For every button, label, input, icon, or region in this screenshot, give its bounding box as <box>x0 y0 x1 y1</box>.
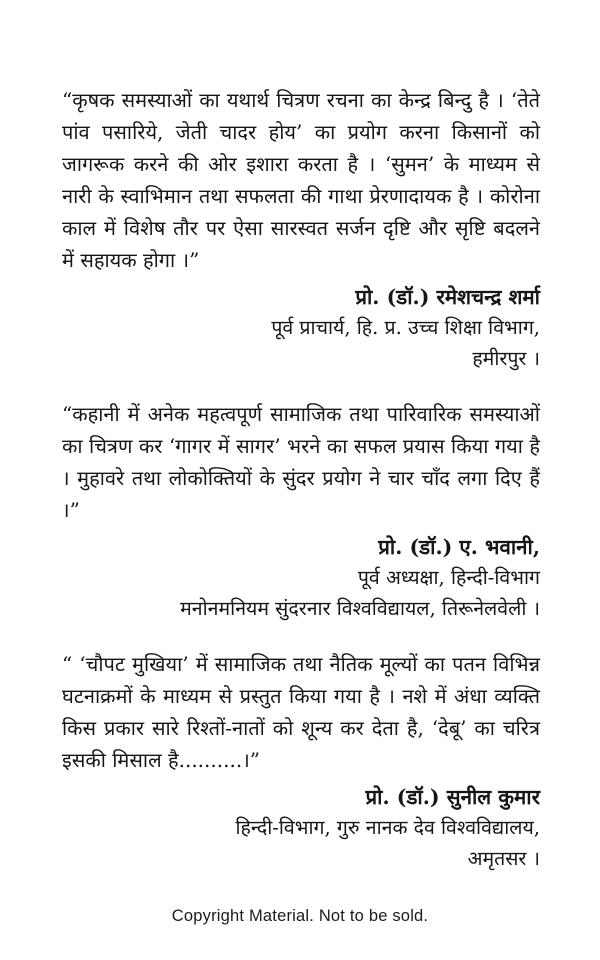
testimonial-attribution <box>62 281 540 375</box>
copyright-notice: Copyright Material. Not to be sold. <box>171 907 429 925</box>
testimonial-block-1 <box>62 84 540 375</box>
testimonial-author: प्रो. (डॉ.) सुनील कुमार <box>365 784 540 809</box>
testimonial-attribution <box>62 531 540 625</box>
testimonial-author: प्रो. (डॉ.) रमेशचन्द्र शर्मा <box>355 285 540 309</box>
testimonial-designation-line: अमृतसर । <box>467 847 540 871</box>
testimonial-author: प्रो. (डॉ.) ए. भवानी, <box>378 534 540 559</box>
testimonial-designation-line: पूर्व अध्यक्षा, हिन्दी-विभाग <box>357 566 540 590</box>
testimonial-designation-line: हमीरपुर । <box>472 347 540 371</box>
testimonial-designation-line: पूर्व प्राचार्य, हि. प्र. उच्च शिक्षा विभाग, <box>271 316 540 340</box>
testimonial-quote: “कहानी में अनेक महत्वपूर्ण सामाजिक तथा पारिवारिक समस्याओं का चित्रण कर ‘गागर में सागर’ भरने का सफल प्रयास किया गया है । मुहावरे तथा लोकोक्तियों के सुंदर प्रयोग ने चार चाँद लगा दिए हैं ।” <box>62 401 540 522</box>
testimonial-block-3 <box>62 648 540 875</box>
testimonial-attribution <box>62 781 540 875</box>
testimonial-designation-line: मनोनमनियम सुंदरनार विश्वविद्यायल, तिरूनेलवेली । <box>180 597 540 621</box>
testimonial-quote: “ ‘चौपट मुखिया’ में सामाजिक तथा नैतिक मूल्यों का पतन विभिन्न घटनाक्रमों के माध्यम से प्रस्तुत किया गया है । नशे में अंधा व्यक्ति किस प्रकार सारे रिश्तों-नातों को शून्य कर देता है, ‘देबू’ का चरित्र इसकी मिसाल है..........।” <box>62 651 540 772</box>
testimonial-designation-line: हिन्दी-विभाग, गुरु नानक देव विश्वविद्यालय, <box>235 816 540 840</box>
testimonial-block-2 <box>62 398 540 625</box>
testimonial-quote: “कृषक समस्याओं का यथार्थ चित्रण रचना का केन्द्र बिन्दु है । ‘तेते पांव पसारिये, जेती चादर होय’ का प्रयोग करना किसानों को जागरूक करने की ओर इशारा करता है । ‘सुमन’ के माध्यम से नारी के स्वाभिमान तथा सफलता की गाथा प्रेरणादायक है । कोरोना काल में विशेष तौर पर ऐसा सारस्वत सर्जन दृष्टि और सृष्टि बदलने में सहायक होगा ।” <box>62 88 540 272</box>
